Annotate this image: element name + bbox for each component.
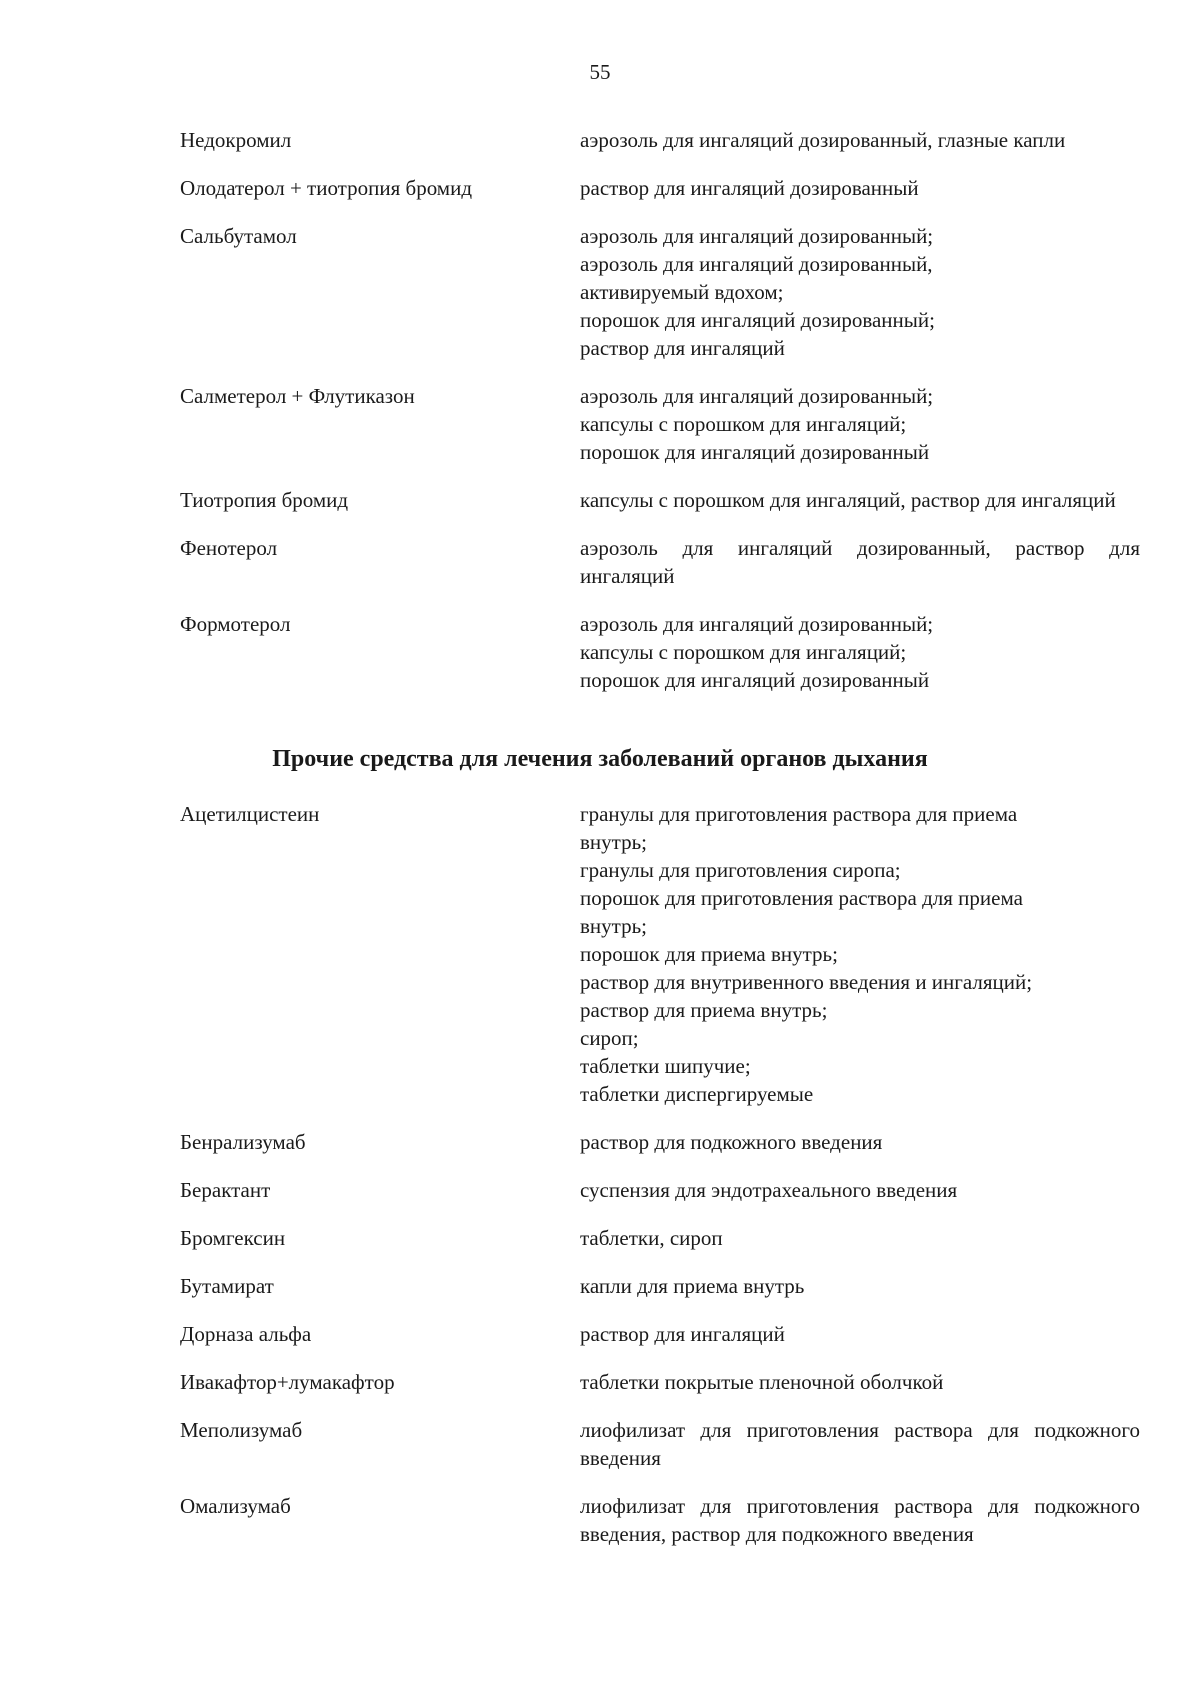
dosage-forms (580, 126, 1140, 154)
dosage-forms (580, 800, 1140, 1108)
drug-row (180, 382, 1140, 466)
drug-row (180, 1128, 1140, 1156)
dosage-form-line: порошок для приготовления раствора для приема (580, 886, 1023, 910)
drug-row (180, 222, 1140, 362)
dosage-form-line: капли для приема внутрь (580, 1274, 805, 1298)
dosage-form-line: раствор для ингаляций дозированный (580, 176, 919, 200)
drug-list-other-respiratory (180, 800, 1140, 1548)
dosage-form-line: капсулы с порошком для ингаляций; (580, 640, 907, 664)
drug-row (180, 126, 1140, 154)
drug-name: Бутамират (180, 1274, 274, 1298)
dosage-form-line: таблетки шипучие; (580, 1054, 751, 1078)
dosage-form-line: суспензия для эндотрахеального введения (580, 1178, 958, 1202)
dosage-form-line: порошок для приема внутрь; (580, 942, 838, 966)
drug-name: Салметерол + Флутиказон (180, 384, 415, 408)
dosage-form-line: порошок для ингаляций дозированный; (580, 308, 935, 332)
dosage-form-line: порошок для ингаляций дозированный (580, 668, 930, 692)
drug-row (180, 1320, 1140, 1348)
dosage-form-line: гранулы для приготовления раствора для приема (580, 802, 1018, 826)
dosage-forms: лиофилизат для приготовления раствора для подкожного введения, раствор для подкожного введения (580, 1494, 1140, 1546)
drug-name: Формотерол (180, 612, 291, 636)
drug-name: Дорназа альфа (180, 1322, 312, 1346)
dosage-forms (580, 1128, 1140, 1156)
drug-row (180, 800, 1140, 1108)
dosage-form-line: аэрозоль для ингаляций дозированный; (580, 612, 934, 636)
drug-name: Сальбутамол (180, 224, 297, 248)
dosage-forms (580, 610, 1140, 694)
drug-name: Бенрализумаб (180, 1130, 306, 1154)
drug-name: Недокромил (180, 128, 292, 152)
dosage-forms (580, 1176, 1140, 1204)
drug-list-respiratory (180, 126, 1140, 694)
dosage-form-line: аэрозоль для ингаляций дозированный; (580, 384, 934, 408)
dosage-form-line: таблетки покрытые пленочной оболчкой (580, 1370, 944, 1394)
dosage-form-line: внутрь; (580, 830, 647, 854)
drug-name: Меполизумаб (180, 1418, 303, 1442)
drug-name: Берактант (180, 1178, 271, 1202)
dosage-form-line: раствор для ингаляций (580, 336, 785, 360)
dosage-forms (580, 1272, 1140, 1300)
drug-name: Тиотропия бромид (180, 488, 349, 512)
dosage-form-line: аэрозоль для ингаляций дозированный, глазные капли (580, 128, 1066, 152)
dosage-form-line: раствор для приема внутрь; (580, 998, 828, 1022)
page-number: 55 (589, 60, 611, 84)
dosage-form-line: аэрозоль для ингаляций дозированный, (580, 252, 933, 276)
drug-row (180, 1492, 1140, 1548)
dosage-form-line: порошок для ингаляций дозированный (580, 440, 930, 464)
drug-row (180, 610, 1140, 694)
dosage-forms (580, 1320, 1140, 1348)
dosage-form-line: раствор для подкожного введения (580, 1130, 883, 1154)
dosage-forms (580, 222, 1140, 362)
dosage-form-line: таблетки диспергируемые (580, 1082, 814, 1106)
drug-row (180, 486, 1140, 514)
dosage-form-line: гранулы для приготовления сиропа; (580, 858, 901, 882)
dosage-forms (580, 382, 1140, 466)
dosage-form-line: активируемый вдохом; (580, 280, 784, 304)
drug-name: Фенотерол (180, 536, 278, 560)
drug-name: Бромгексин (180, 1226, 286, 1250)
drug-row (180, 1224, 1140, 1252)
dosage-form-line: капсулы с порошком для ингаляций; (580, 412, 907, 436)
dosage-forms (580, 174, 1140, 202)
drug-row (180, 1368, 1140, 1396)
dosage-form-line: сироп; (580, 1026, 639, 1050)
dosage-forms (580, 1224, 1140, 1252)
dosage-form-line: таблетки, сироп (580, 1226, 723, 1250)
dosage-forms (580, 1368, 1140, 1396)
drug-row (180, 1272, 1140, 1300)
drug-name: Ацетилцистеин (180, 802, 320, 826)
drug-name: Омализумаб (180, 1494, 291, 1518)
drug-name: Ивакафтор+лумакафтор (180, 1370, 395, 1394)
drug-row (180, 174, 1140, 202)
dosage-form-line: аэрозоль для ингаляций дозированный; (580, 224, 934, 248)
drug-row (180, 1416, 1140, 1472)
dosage-forms: капсулы с порошком для ингаляций, раствор для ингаляций (580, 488, 1116, 512)
drug-row (180, 534, 1140, 590)
drug-name: Олодатерол + тиотропия бромид (180, 176, 473, 200)
section-title: Прочие средства для лечения заболеваний органов дыхания (272, 746, 928, 772)
dosage-forms: аэрозоль для ингаляций дозированный, раствор для ингаляций (580, 536, 1140, 588)
dosage-forms: лиофилизат для приготовления раствора для подкожного введения (580, 1418, 1140, 1470)
dosage-form-line: внутрь; (580, 914, 647, 938)
dosage-form-line: раствор для внутривенного введения и ингаляций; (580, 970, 1033, 994)
drug-row (180, 1176, 1140, 1204)
dosage-form-line: раствор для ингаляций (580, 1322, 785, 1346)
